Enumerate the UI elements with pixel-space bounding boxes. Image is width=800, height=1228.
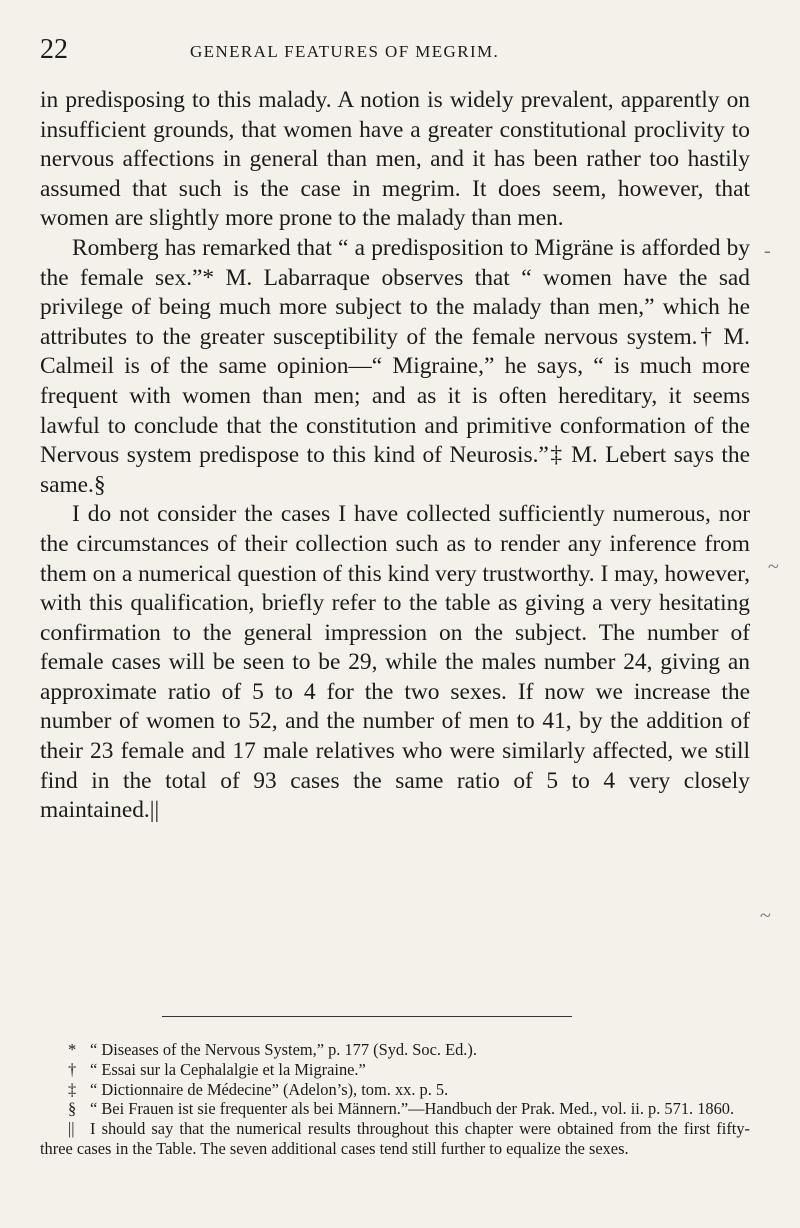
footnote-3 (40, 1080, 750, 1100)
body-text (40, 86, 750, 826)
footnote-text: “ Dictionnaire de Médecine” (Adelon’s), tom. xx. p. 5. (90, 1079, 449, 1099)
margin-tick: - (764, 240, 771, 262)
footnote-mark: † (68, 1059, 77, 1079)
running-title: GENERAL FEATURES OF MEGRIM. (190, 42, 500, 61)
paragraph-3: I do not consider the cases I have collected sufficiently numerous, nor the circumstances of their collection such as to render any inference from them on a numerical question of this kind very trustworthy. I may, however, with this qualification, briefly refer to the table as giving a very hesitating confirmation to the general impression on the subject. The number of female cases will be seen to be 29, while the males number 24, giving an approximate ratio of 5 to 4 for the two sexes. If now we increase the number of women to 52, and the number of men to 41, by the addition of their 23 female and 17 male relatives who were similarly affected, we still find in the total of 93 cases the same ratio of 5 to 4 very closely maintained.|| (40, 501, 750, 824)
footnote-mark: || (68, 1119, 75, 1139)
page-header (40, 34, 750, 74)
footnote-mark: * (68, 1040, 77, 1059)
footnote-text: “ Bei Frauen ist sie frequenter als bei Männern.”—Handbuch der Prak. Med., vol. ii. p. 571. 1860. (90, 1099, 735, 1119)
paragraph-2: Romberg has remarked that “ a predisposition to Migräne is afforded by the female sex.”* M. Labarraque observes that “ women have the sad privilege of being much more subject to the malady than men,” which he attributes to the greater susceptibility of the female nervous system.† M. Calmeil is of the same opinion—“ Migraine,” he says, “ is much more frequent with women than men; and as it is often hereditary, it seems lawful to conclude that the constitution and primitive conformation of the Nervous system predispose to this kind of Neurosis.”‡ M. Lebert says the same.§ (40, 234, 750, 498)
footnote-5 (40, 1119, 750, 1159)
book-page (40, 0, 750, 1228)
footnote-1 (40, 1040, 750, 1060)
footnote-2 (40, 1060, 750, 1080)
paragraph-1: in predisposing to this malady. A notion is widely prevalent, apparently on insufficient grounds, that women have a greater constitutional proclivity to nervous affections in general than men, and it has been rather too hastily assumed that such is the case in megrim. It does seem, however, that women are slightly more prone to the malady than men. (40, 87, 750, 232)
footnotes (40, 1040, 750, 1159)
footnote-text: “ Diseases of the Nervous System,” p. 177 (Syd. Soc. Ed.). (90, 1040, 477, 1059)
footnote-divider (162, 1016, 572, 1017)
footnote-4 (40, 1099, 750, 1119)
page-number: 22 (40, 34, 68, 65)
footnote-mark: § (68, 1099, 77, 1119)
margin-tick: ~ (768, 556, 779, 578)
footnote-text: I should say that the numerical results throughout this chapter were obtained from the first fifty-three cases in the Table. The seven additional cases tend still further to equalize the sexes. (40, 1119, 750, 1158)
footnote-text: “ Essai sur la Cephalalgie et la Migraine.” (90, 1059, 366, 1079)
margin-tick: ~ (760, 905, 771, 927)
footnote-mark: ‡ (68, 1079, 77, 1099)
